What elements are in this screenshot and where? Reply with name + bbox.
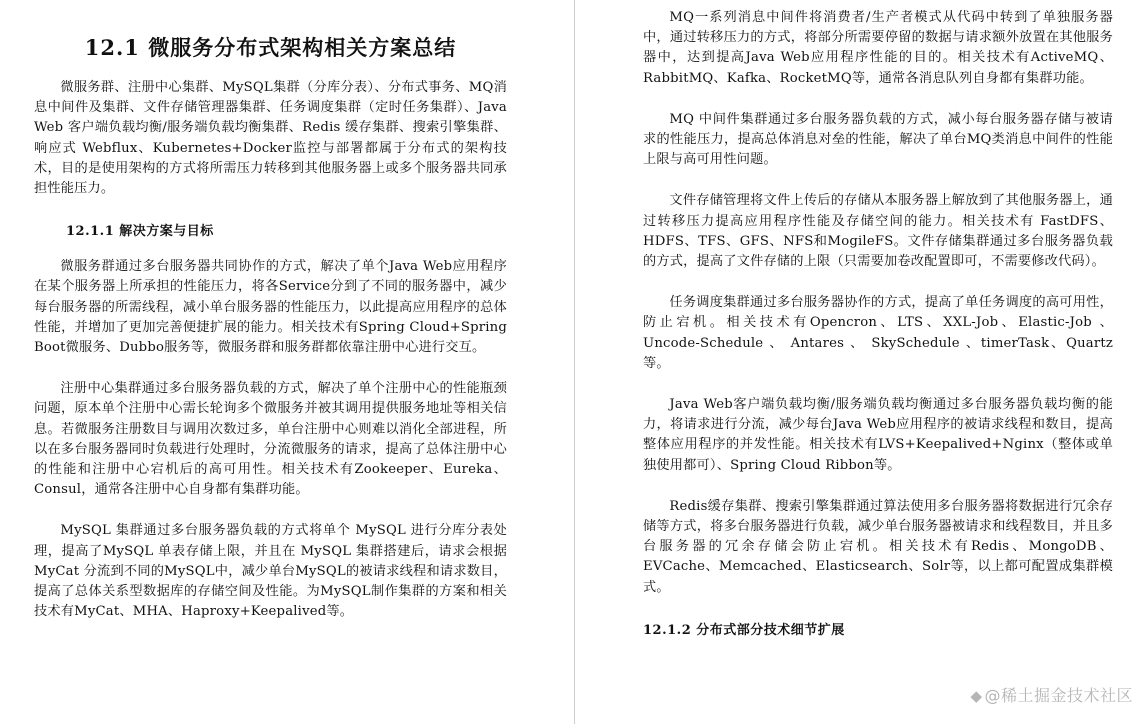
juejin-logo-icon: ◆ <box>970 687 983 705</box>
paragraph-mq-cluster: MQ 中间件集群通过多台服务器负载的方式，减小每台服务器存储与被请求的性能压力，提高总体消息对垒的性能，解决了单台MQ类消息中间件的性能上限与高可用性问题。 <box>643 111 1113 168</box>
intro-paragraph: 微服务群、注册中心集群、MySQL集群（分库分表）、分布式事务、MQ消息中间件及集群、文件存储管理器集群、任务调度集群（定时任务集群）、Java Web 客户端负载均衡/服务端负载均衡集群、Redis 缓存集群、搜索引擎集群、响应式 Webflux、Kubernetes+Docker监控与部署都属于分布式的架构技术，目的是使用架构的方式将所需压力转移到其他服务器上或多个服务器共同承担性能压力。 <box>34 80 507 197</box>
paragraph-mq: MQ一系列消息中间件将消费者/生产者模式从代码中转到了单独服务器中，通过转移压力的方式，将部分所需要停留的数据与请求额外放置在其他服务器中，达到提高Java Web应用程序性能的目的。相关技术有ActiveMQ、RabbitMQ、Kafka、RocketMQ等，通常各消息队列自身都有集群功能。 <box>643 10 1113 86</box>
paragraph-mysql-cluster: MySQL 集群通过多台服务器负载的方式将单个 MySQL 进行分库分表处理，提高了MySQL 单表存储上限，并且在 MySQL 集群搭建后，请求会根据 MyCat 分流到不同的MySQL中，减少单台MySQL的被请求线程和请求数目，提高了总体关系型数据库的存储空间及性能。为MySQL制作集群的方案和相关技术有MyCat、MHA、Haproxy+Keepalived等。 <box>34 523 507 620</box>
right-column <box>643 8 1113 656</box>
paragraph-microservices: 微服务群通过多台服务器共同协作的方式，解决了单个Java Web应用程序在某个服务器上所承担的性能压力，将各Service分到了不同的服务器中，减少每台服务器的所需线程，减小单台服务器的性能压力，以此提高应用程序的总体性能，并增加了更加完善便捷扩展的能力。相关技术有Spring Cloud+Spring Boot微服务、Dubbo服务等，微服务群和服务群都依靠注册中心进行交互。 <box>34 259 507 356</box>
paragraph-load-balancing: Java Web客户端负载均衡/服务端负载均衡通过多台服务器负载均衡的能力，将请求进行分流，减少每台Java Web应用程序的被请求线程和数目，提高整体应用程序的并发性能。相关技术有LVS+Keepalived+Nginx（整体或单独使用都可）、Spring Cloud Ribbon等。 <box>643 397 1113 473</box>
paragraph-redis-search: Redis缓存集群、搜索引擎集群通过算法使用多台服务器将数据进行冗余存储等方式，将多台服务器进行负载，减少单台服务器被请求和线程数目，并且多台服务器的冗余存储会防止宕机。相关技术有Redis、MongoDB、EVCache、Memcached、Elasticsearch、Solr等，以上都可配置成集群模式。 <box>643 498 1113 595</box>
right-page <box>575 0 1147 724</box>
section-heading-details: 12.1.2 分布式部分技术细节扩展 <box>643 622 845 638</box>
chapter-title: 12.1 微服务分布式架构相关方案总结 <box>84 35 457 60</box>
watermark <box>970 683 1133 706</box>
paragraph-task-scheduling: 任务调度集群通过多台服务器协作的方式，提高了单任务调度的高可用性，防止宕机。相关技术有Opencron、LTS、XXL-Job、Elastic-Job 、 Uncode-Schedule 、 Antares 、 SkySchedule 、timerTask、Quartz等。 <box>643 295 1113 371</box>
paragraph-file-storage: 文件存储管理将文件上传后的存储从本服务器上解放到了其他服务器上，通过转移压力提高应用程序性能及存储空间的能力。相关技术有 FastDFS、HDFS、TFS、GFS、NFS和MogileFS。文件存储集群通过多台服务器负载的方式，提高了文件存储的上限（只需要加卷改配置即可，不需要修改代码）。 <box>643 193 1113 270</box>
section-heading-solutions: 12.1.1 解决方案与目标 <box>66 224 214 240</box>
left-column <box>34 24 507 643</box>
paragraph-registry-cluster: 注册中心集群通过多台服务器负载的方式，解决了单个注册中心的性能瓶颈问题，原本单个注册中心需长轮询多个微服务并被其调用提供服务地址等相关信息。若微服务注册数目与调用次数过多，单台注册中心则难以消化全部进程，所以在多台服务器同时负载进行处理时，分流微服务的请求，提高了总体注册中心的性能和注册中心宕机后的高可用性。相关技术有Zookeeper、Eureka、Consul，通常各注册中心自身都有集群功能。 <box>34 381 507 498</box>
watermark-text: @稀土掘金技术社区 <box>984 686 1133 705</box>
